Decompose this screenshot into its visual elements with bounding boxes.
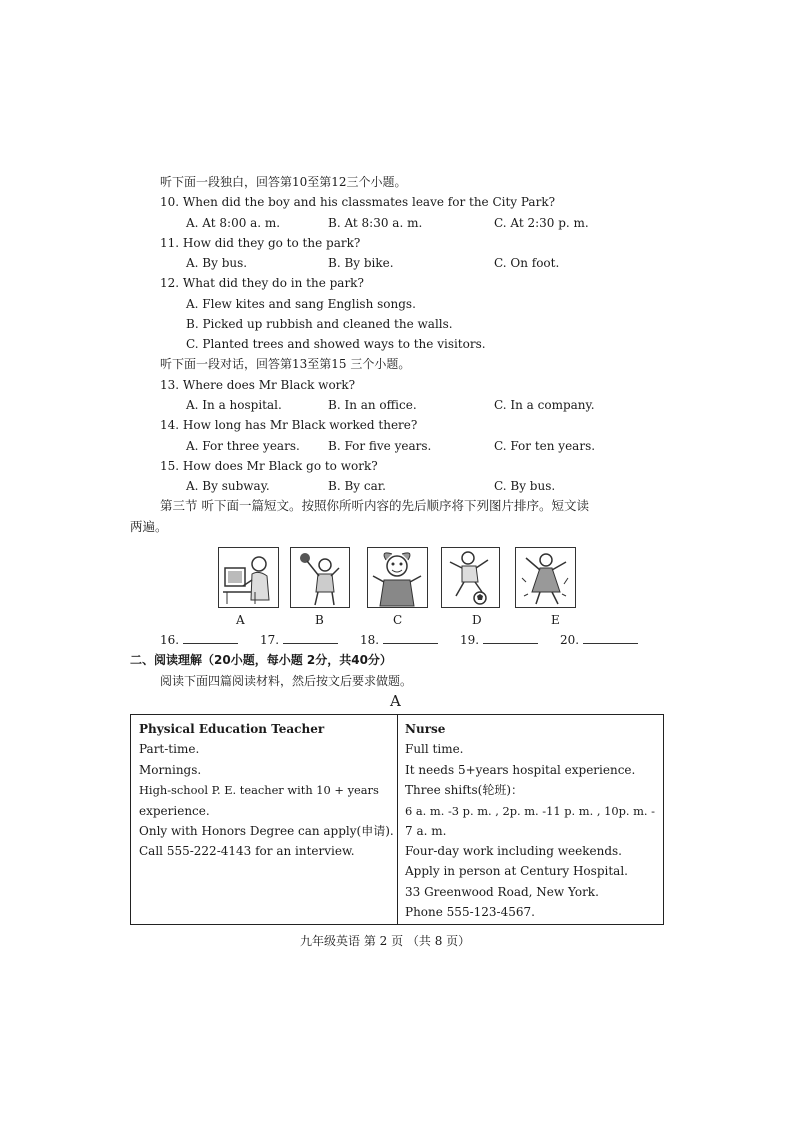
option-15b: B. By car. — [328, 479, 386, 493]
option-11b: B. By bike. — [328, 256, 394, 270]
ad-left-title: Physical Education Teacher — [139, 722, 325, 736]
question-text: Where does Mr Black work? — [182, 378, 356, 392]
question-text: How does Mr Black go to work? — [182, 459, 378, 473]
option-15a: A. By subway. — [186, 479, 270, 493]
answer-blank-19[interactable] — [460, 632, 538, 647]
option-13a: A. In a hospital. — [186, 398, 282, 412]
ad-left-line: High-school P. E. teacher with 10 + years — [139, 783, 379, 797]
ad-left-line: Only with Honors Degree can apply(申请). — [139, 824, 394, 838]
dancing-girl-picture — [515, 547, 576, 608]
ad-right-line: 6 a. m. -3 p. m. , 2p. m. -11 p. m. , 10p. m. - — [405, 804, 655, 818]
answer-blank-18[interactable] — [360, 632, 438, 647]
question-number: 14. — [160, 418, 180, 432]
question-15 — [160, 459, 378, 473]
ad-right-line: 7 a. m. — [405, 824, 447, 838]
passage-label: A — [390, 692, 401, 710]
job-ads-table — [130, 714, 664, 925]
option-12a: A. Flew kites and sang English songs. — [186, 297, 416, 311]
option-14b: B. For five years. — [328, 439, 432, 453]
question-number: 12. — [160, 276, 180, 290]
ad-right-line: Four-day work including weekends. — [405, 844, 622, 858]
answer-blank-17[interactable] — [260, 632, 338, 647]
option-12c: C. Planted trees and showed ways to the visitors. — [186, 337, 486, 351]
question-text: How long has Mr Black worked there? — [182, 418, 418, 432]
option-13b: B. In an office. — [328, 398, 417, 412]
option-14a: A. For three years. — [186, 439, 300, 453]
picture-label-b: B — [315, 613, 324, 627]
ad-left-line: Part-time. — [139, 742, 200, 756]
part2-instruction: 阅读下面四篇阅读材料，然后按文后要求做题。 — [160, 674, 413, 688]
picture-label-e: E — [551, 613, 560, 627]
question-12 — [160, 276, 364, 290]
picture-label-c: C — [393, 613, 403, 627]
section-intro-10-12: 听下面一段独白，回答第10至第12三个小题。 — [160, 175, 407, 189]
ad-right-line: 33 Greenwood Road, New York. — [405, 885, 599, 899]
question-number: 11. — [160, 236, 180, 250]
ad-left-line: Mornings. — [139, 763, 202, 777]
blank-number: 20. — [560, 633, 580, 647]
option-10b: B. At 8:30 a. m. — [328, 216, 423, 230]
ad-right-line: Phone 555-123-4567. — [405, 905, 535, 919]
question-text: How did they go to the park? — [182, 236, 361, 250]
soccer-player-picture — [441, 547, 500, 608]
option-11c: C. On foot. — [494, 256, 560, 270]
blank-number: 19. — [460, 633, 480, 647]
picture-label-a: A — [236, 613, 245, 627]
section3-instruction: 第三节 听下面一篇短文。按照你所听内容的先后顺序将下列图片排序。短文读 — [160, 498, 589, 513]
question-number: 10. — [160, 195, 180, 209]
ad-left-line: Call 555-222-4143 for an interview. — [139, 844, 355, 858]
question-number: 15. — [160, 459, 180, 473]
column-divider — [397, 715, 398, 924]
part2-title: 二、阅读理解（20小题，每小题 2分，共40分） — [130, 653, 392, 667]
ad-left-line: experience. — [139, 804, 210, 818]
blank-number: 18. — [360, 633, 380, 647]
option-10c: C. At 2:30 p. m. — [494, 216, 589, 230]
section3-instruction-cont: 两遍。 — [130, 519, 168, 534]
option-14c: C. For ten years. — [494, 439, 596, 453]
computer-person-picture — [218, 547, 279, 608]
question-11 — [160, 236, 360, 250]
section-intro-13-15: 听下面一段对话，回答第13至第15 三个小题。 — [160, 357, 411, 371]
ad-right-line: It needs 5+years hospital experience. — [405, 763, 636, 777]
ad-right-line: Apply in person at Century Hospital. — [405, 864, 628, 878]
ad-right-title: Nurse — [405, 722, 446, 736]
ad-right-line: Full time. — [405, 742, 464, 756]
option-13c: C. In a company. — [494, 398, 595, 412]
question-14 — [160, 418, 417, 432]
blank-number: 17. — [260, 633, 280, 647]
basketball-girl-picture — [290, 547, 350, 608]
answer-blank-20[interactable] — [560, 632, 638, 647]
picture-label-d: D — [472, 613, 482, 627]
question-text: What did they do in the park? — [182, 276, 364, 290]
question-number: 13. — [160, 378, 180, 392]
option-11a: A. By bus. — [186, 256, 248, 270]
blank-number: 16. — [160, 633, 180, 647]
answer-blank-16[interactable] — [160, 632, 238, 647]
smiling-girl-picture — [367, 547, 428, 608]
question-10 — [160, 195, 555, 209]
option-15c: C. By bus. — [494, 479, 556, 493]
ad-right-line: Three shifts(轮班)： — [405, 783, 523, 797]
option-10a: A. At 8:00 a. m. — [186, 216, 281, 230]
page-footer: 九年级英语 第 2 页 （共 8 页） — [300, 934, 471, 948]
option-12b: B. Picked up rubbish and cleaned the walls. — [186, 317, 453, 331]
question-13 — [160, 378, 355, 392]
question-text: When did the boy and his classmates leave for the City Park? — [182, 195, 556, 209]
